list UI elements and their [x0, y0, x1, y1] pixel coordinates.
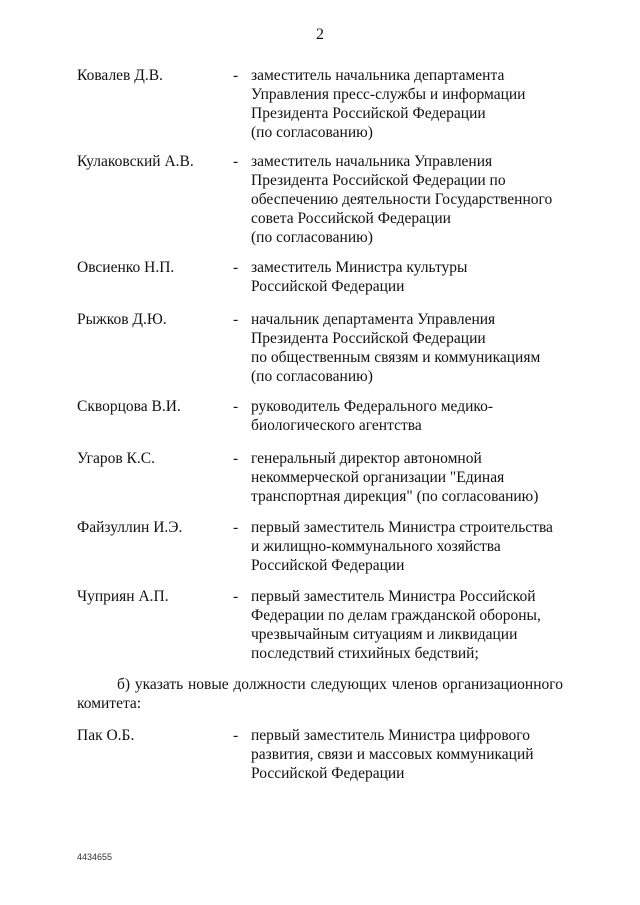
position-line: Российской Федерации [251, 278, 405, 295]
member-dash: - [233, 727, 239, 744]
member-name: Пак О.Б. [77, 727, 135, 744]
member-name: Скворцова В.И. [77, 398, 181, 415]
position-line: первый заместитель Министра цифрового [251, 727, 531, 744]
paragraph-b-line: комитета: [77, 695, 142, 712]
position-line: Российской Федерации [251, 557, 405, 574]
position-line: последствий стихийных бедствий; [251, 645, 479, 662]
document-code: 4434655 [77, 852, 113, 862]
position-line: обеспечению деятельности Государственного [251, 191, 553, 208]
member-name: Ковалев Д.В. [77, 67, 163, 84]
position-line: руководитель Федерального медико- [251, 398, 494, 415]
position-line: первый заместитель Министра строительства [251, 519, 553, 536]
member-dash: - [233, 398, 239, 415]
position-line: Управления пресс-службы и информации [251, 86, 526, 103]
member-dash: - [233, 67, 239, 84]
member-name: Рыжков Д.Ю. [77, 311, 167, 328]
position-line: заместитель Министра культуры [251, 259, 468, 276]
member-dash: - [233, 259, 239, 276]
member-dash: - [233, 519, 239, 536]
member-position [251, 449, 538, 506]
member-position [251, 310, 540, 386]
position-line: первый заместитель Министра Российской [251, 588, 536, 605]
paragraph-b-line: б) указать новые должности следующих членов организационного [117, 676, 563, 693]
position-line: биологического агентства [251, 417, 422, 434]
member-position [251, 518, 553, 575]
position-line: генеральный директор автономной [251, 450, 482, 467]
member-position [251, 258, 467, 296]
member-dash: - [233, 588, 239, 605]
position-line: Президента Российской Федерации по [251, 172, 506, 189]
paragraph-b [77, 675, 563, 713]
position-line: Федерации по делам гражданской обороны, [251, 607, 541, 624]
member-position [251, 66, 525, 142]
position-line: (по согласованию) [251, 229, 373, 246]
page-number: 2 [316, 26, 324, 43]
position-line: (по согласованию) [251, 124, 373, 141]
position-line: Российской Федерации [251, 765, 405, 782]
position-line: (по согласованию) [251, 368, 373, 385]
member-name: Овсиенко Н.П. [77, 259, 175, 276]
member-name: Чуприян А.П. [77, 588, 169, 605]
member-dash: - [233, 311, 239, 328]
member-name: Файзуллин И.Э. [77, 519, 183, 536]
member-position [251, 587, 541, 663]
member-name: Угаров К.С. [77, 450, 155, 467]
member-dash: - [233, 450, 239, 467]
position-line: начальник департамента Управления [251, 311, 496, 328]
member-position [251, 152, 552, 247]
member-position [251, 726, 534, 783]
position-line: Президента Российской Федерации [251, 330, 486, 347]
member-dash: - [233, 153, 239, 170]
position-line: и жилищно-коммунального хозяйства [251, 538, 501, 555]
position-line: некоммерческой организации "Единая [251, 469, 505, 486]
position-line: чрезвычайным ситуациям и ликвидации [251, 626, 518, 643]
position-line: развития, связи и массовых коммуникаций [251, 746, 534, 763]
position-line: по общественным связям и коммуникациям [251, 349, 541, 366]
member-position [251, 397, 493, 435]
position-line: транспортная дирекция" (по согласованию) [251, 488, 539, 505]
position-line: Президента Российской Федерации [251, 105, 486, 122]
position-line: заместитель начальника Управления [251, 153, 493, 170]
position-line: заместитель начальника департамента [251, 67, 505, 84]
position-line: совета Российской Федерации [251, 210, 451, 227]
member-name: Кулаковский А.В. [77, 153, 194, 170]
